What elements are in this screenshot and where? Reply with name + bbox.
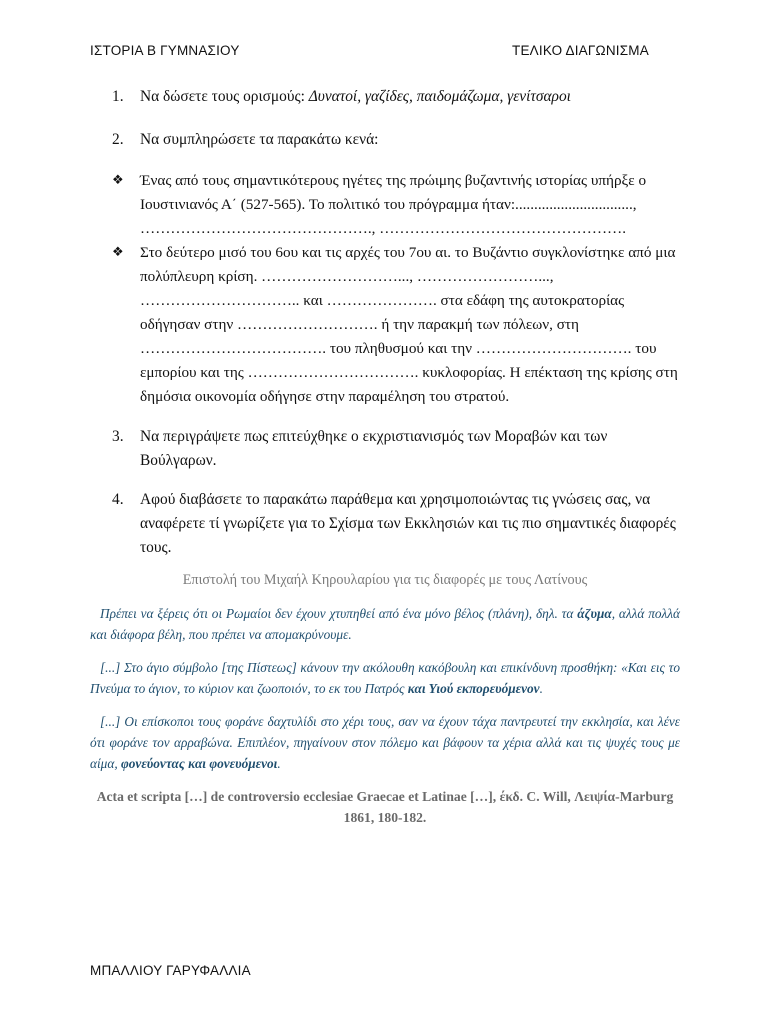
source-title: Επιστολή του Μιχαήλ Κηρουλαρίου για τις διαφορές με τους Λατίνους bbox=[182, 572, 588, 588]
question-number: 1. bbox=[112, 88, 124, 105]
diamond-bullet-icon: ❖ bbox=[112, 173, 124, 188]
question-text: Να περιγράψετε πως επιτεύχθηκε ο εκχριστιανισμός των Μοραβών και των Βούλγαρων. bbox=[140, 428, 608, 469]
question-terms: Δυνατοί, γαζίδες, παιδομάζωμα, γενίτσαροι bbox=[308, 88, 571, 105]
question-text: Να συμπληρώσετε τα παρακάτω κενά: bbox=[140, 131, 379, 148]
footer-author: ΜΠΑΛΛΙΟΥ ΓΑΡΥΦΑΛΛΙΑ bbox=[90, 963, 251, 978]
question-text: Αφού διαβάσετε το παρακάτω παράθεμα και χρησιμοποιώντας τις γνώσεις σας, να αναφέρετε τί γνωρίζετε για το Σχίσμα των Εκκλησιών και τις πιο σημαντικές διαφορές τους. bbox=[140, 491, 676, 556]
question-text: Να δώσετε τους ορισμούς: Δυνατοί, γαζίδες, παιδομάζωμα, γενίτσαροι bbox=[140, 88, 571, 105]
quote-paragraph-2: [...] Στο άγιο σύμβολο [της Πίστεως] κάνουν την ακόλουθη κακόβουλη και επικίνδυνη προσθήκη: «Και εις το Πνεύμα το άγιον, το κύριον και ζωοποιόν, το εκ του Πατρός και Υιού εκπορευόμενον. bbox=[90, 660, 680, 696]
source-citation: Acta et scripta […] de controversio ecclesiae Graecae et Latinae […], έκδ. C. Will, Λειψία-Marburg 1861, 180-182. bbox=[96, 789, 674, 825]
question-number: 4. bbox=[112, 491, 124, 508]
question-2 bbox=[90, 128, 680, 152]
question-1 bbox=[90, 85, 680, 109]
question-number: 2. bbox=[112, 131, 124, 148]
diamond-bullet-icon: ❖ bbox=[112, 245, 124, 260]
bullet-text: Ένας από τους σημαντικότερους ηγέτες της πρώιμης βυζαντινής ιστορίας υπήρξε ο Ιουστινιανός Α΄ (527-565). Το πολιτικό του πρόγραμμα ήταν:..............................., ………………………………………., …………………………………………. bbox=[140, 172, 647, 237]
question-number: 3. bbox=[112, 428, 124, 445]
question-3 bbox=[90, 425, 680, 473]
fill-in-bullet-1 bbox=[90, 169, 680, 241]
bullet-text: Στο δεύτερο μισό του 6ου και τις αρχές του 7ου αι. το Βυζάντιο συγκλονίστηκε από μια πολύπλευρη κρίση. ………………………..., ……………………..., ………………………….. και …………………. στα εδάφη της αυτοκρατορίας οδήγησαν στην ………………………. ή την παρακμή των πόλεων, στη ………………………………. του πληθυσμού και την …………………………. του εμπορίου και της ……………………………. κυκλοφορίας. Η επέκταση της κρίσης στη δημόσια οικονομία οδήγησε στην παραμέληση του στρατού. bbox=[140, 244, 678, 405]
question-4 bbox=[90, 488, 680, 560]
header-left: ΙΣΤΟΡΙΑ Β ΓΥΜΝΑΣΙΟΥ bbox=[90, 43, 240, 58]
quote-paragraph-3: [...] Οι επίσκοποι τους φοράνε δαχτυλίδι στο χέρι τους, σαν να έχουν τάχα παντρευτεί την εκκλησία, και λένε ότι φοράνε τον αρραβώνα. Επιπλέον, πηγαίνουν στον πόλεμο και βάφουν τα χέρια αλλά και τις ψυχές τους με αίμα, φονεύοντας και φονευόμενοι. bbox=[90, 714, 680, 771]
exam-content bbox=[90, 85, 680, 828]
fill-in-bullet-2 bbox=[90, 241, 680, 409]
header-right: ΤΕΛΙΚΟ ΔΙΑΓΩΝΙΣΜΑ bbox=[512, 43, 649, 58]
quote-paragraph-1: Πρέπει να ξέρεις ότι οι Ρωμαίοι δεν έχουν χτυπηθεί από ένα μόνο βέλος (πλάνη), δηλ. τα άζυμα, αλλά πολλά και διάφορα βέλη, που πρέπει να απομακρύνουμε. bbox=[90, 606, 681, 642]
